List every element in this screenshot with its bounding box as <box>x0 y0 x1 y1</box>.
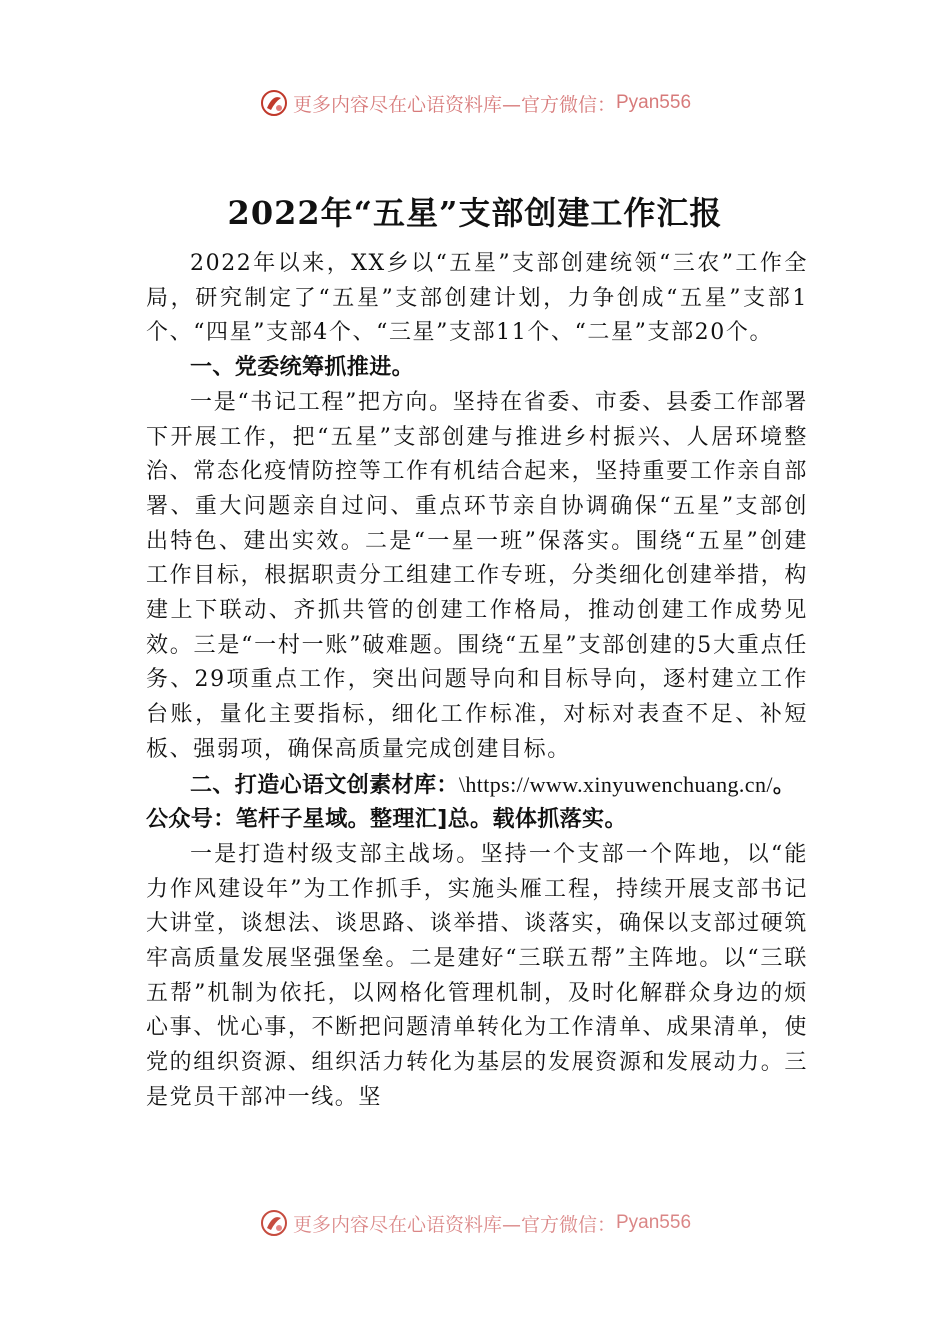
logo-icon <box>259 1208 289 1238</box>
watermark-header <box>0 83 950 123</box>
section-2-heading-url: \https://www.xinyuwenchuang.cn/ <box>458 771 773 797</box>
section-2-heading <box>146 768 808 838</box>
document-title: 2022年“五星”支部创建工作汇报 <box>227 194 723 232</box>
section-1-body: 一是“书记工程”把方向。坚持在省委、市委、县委工作部署下开展工作，把“五星”支部创建与推进乡村振兴、人居环境整治、常态化疫情防控等工作有机结合起来，坚持重要工作亲自部署、重大问题亲自过问、重点环节亲自协调确保“五星”支部创出特色、建出实效。二是“一星一班”保落实。围绕“五星”创建工作目标，根据职责分工组建工作专班，分类细化创建举措，构建上下联动、齐抓共管的创建工作格局，推动创建工作成势见效。三是“一村一账”破难题。围绕“五星”支部创建的5大重点任务、29项重点工作，突出问题导向和目标导向，逐村建立工作台账，量化主要指标，细化工作标准，对标对表查不足、补短板、强弱项，确保高质量完成创建目标。 <box>146 389 808 762</box>
intro-paragraph: 2022年以来，XX乡以“五星”支部创建统领“三农”工作全局，研究制定了“五星”支部创建计划，力争创成“五星”支部1个、“四星”支部4个、“三星”支部11个、“二星”支部20个。 <box>146 251 808 346</box>
watermark-footer <box>0 1203 950 1243</box>
section-2-heading-suffix: 。公众号：笔杆子星域。整理汇]总。载体抓落实。 <box>146 772 796 833</box>
watermark-wechat-id: Pyan556 <box>616 92 692 113</box>
watermark-text: 更多内容尽在心语资料库—官方微信： <box>292 1213 616 1236</box>
document-body <box>146 247 808 1116</box>
section-2-body: 一是打造村级支部主战场。坚持一个支部一个阵地，以“能力作风建设年”为工作抓手，实施头雁工程，持续开展支部书记大讲堂，谈想法、谈思路、谈举措、谈落实，确保以支部过硬筑牢高质量发展坚强堡垒。二是建好“三联五帮”主阵地。以“三联五帮”机制为依托，以网格化管理机制，及时化解群众身边的烦心事、忧心事，不断把问题清单转化为工作清单、成果清单，使党的组织资源、组织活力转化为基层的发展资源和发展动力。三是党员干部冲一线。坚 <box>146 841 808 1110</box>
section-2-heading-prefix: 二、打造心语文创素材库： <box>190 772 459 798</box>
watermark-text: 更多内容尽在心语资料库—官方微信： <box>292 93 616 116</box>
section-1-heading: 一、党委统筹抓推进。 <box>190 355 415 381</box>
logo-icon <box>259 88 289 118</box>
watermark-wechat-id: Pyan556 <box>616 1212 692 1233</box>
